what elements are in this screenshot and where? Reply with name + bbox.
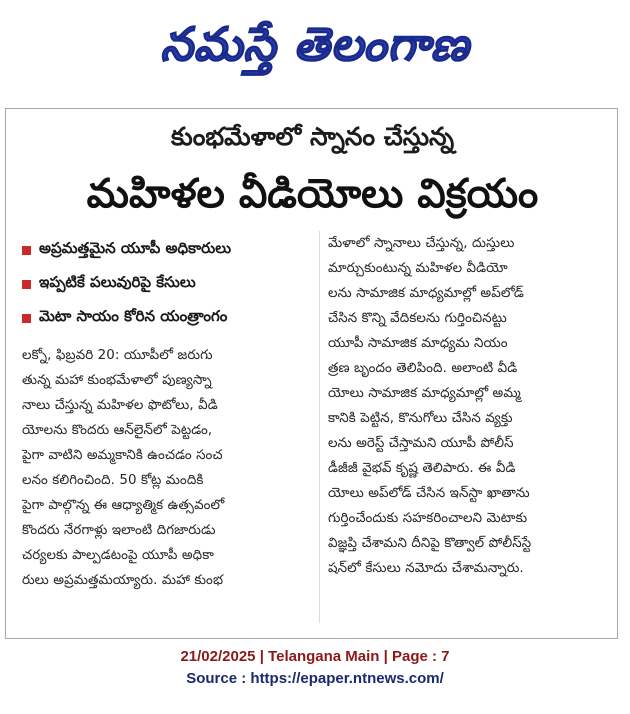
body-line: రులు అప్రమత్తమయ్యారు. మహా కుంభ xyxy=(22,573,224,588)
footer xyxy=(0,646,630,690)
body-line: కానికి పెట్టిన, కొనుగోలు చేసిన వ్యక్తు xyxy=(328,411,513,426)
highlights-list xyxy=(22,233,322,335)
square-bullet-icon xyxy=(22,314,31,323)
body-line: కొందరు నేరగాళ్లు ఇలాంటి దిగజారుడు xyxy=(22,523,216,538)
highlight-text: మెటా సాయం కోరిన యంత్రాంగం xyxy=(39,307,228,325)
body-line: లక్నో, ఫిబ్రవరి 20: యూపీలో జరుగు xyxy=(22,348,213,363)
body-line: పైగా పాల్గొన్న ఈ ఆధ్యాత్మిక ఉత్సవంలో xyxy=(22,498,225,513)
body-line: నాలు చేస్తున్న మహిళల ఫొటోలు, వీడి xyxy=(22,398,218,413)
square-bullet-icon xyxy=(22,246,31,255)
highlight-item xyxy=(22,233,322,267)
highlight-item xyxy=(22,301,322,335)
body-line: డీజీజీ వైభవ్ కృష్ణ తెలిపారు. ఈ వీడి xyxy=(328,461,516,476)
article-body-left-column xyxy=(22,343,314,593)
body-line: యోలు అప్‌లోడ్ చేసిన ఇన్‌స్టా ఖాతాను xyxy=(328,486,530,501)
body-line: మేళాలో స్నానాలు చేస్తున్న, దుస్తులు xyxy=(328,236,515,251)
body-line: విజ్ఞప్తి చేశామని దీనిపై కొత్వాల్ పోలీస్‌స్టే xyxy=(328,536,532,551)
footer-edition-info: 21/02/2025 | Telangana Main | Page : 7 xyxy=(180,648,450,665)
body-line: తున్న మహా కుంభమేళాలో పుణ్యస్నా xyxy=(22,373,212,388)
body-line: యోలు సామాజిక మాధ్యమాల్లో అమ్మ xyxy=(328,386,521,401)
highlight-item xyxy=(22,267,322,301)
article-clipping xyxy=(5,108,618,639)
body-line: లనం కలిగించింది. 50 కోట్ల మందికి xyxy=(22,473,204,488)
body-line: యోలను కొందరు ఆన్‌లైన్‌లో పెట్టడం, xyxy=(22,423,213,438)
body-line: చర్యలకు పాల్పడటంపై యూపీ అధికా xyxy=(22,548,214,563)
newspaper-title-logo: నమస్తే తెలంగాణ xyxy=(160,17,470,71)
highlight-text: ఇప్పటికే పలువురిపై కేసులు xyxy=(39,273,196,291)
masthead xyxy=(0,8,630,80)
body-line: యూపీ సామాజిక మాధ్యమ నియం xyxy=(328,336,508,351)
body-line: షన్‌లో కేసులు నమోదు చేశామన్నారు. xyxy=(328,561,524,576)
body-line: త్రణ బృందం తెలిపింది. అలాంటి వీడి xyxy=(328,361,518,376)
headline-main: మహిళల వీడియోలు విక్రయం xyxy=(86,171,539,217)
body-line: లను సామాజిక మాధ్యమాల్లో అప్‌లోడ్ xyxy=(328,286,524,301)
body-line: లను అరెస్ట్ చేస్తామని యూపీ పోలీస్ xyxy=(328,436,514,451)
body-line: గుర్తించేందుకు సహకరించాలని మెటాకు xyxy=(328,511,528,526)
headline-kicker: కుంభమేళాలో స్నానం చేస్తున్న xyxy=(171,122,454,151)
body-line: పైగా వాటిని అమ్మకానికి ఉంచడం సంచ xyxy=(22,448,223,463)
body-line: చేసిన కొన్ని వేదికలను గుర్తించినట్టు xyxy=(328,311,507,326)
highlight-text: అప్రమత్తమైన యూపీ అధికారులు xyxy=(39,239,232,257)
square-bullet-icon xyxy=(22,280,31,289)
footer-source-link[interactable]: Source : https://epaper.ntnews.com/ xyxy=(186,670,444,687)
article-body-right-column xyxy=(328,231,610,581)
body-line: మార్చుకుంటున్న మహిళల వీడియో xyxy=(328,261,508,276)
column-divider xyxy=(319,231,320,623)
